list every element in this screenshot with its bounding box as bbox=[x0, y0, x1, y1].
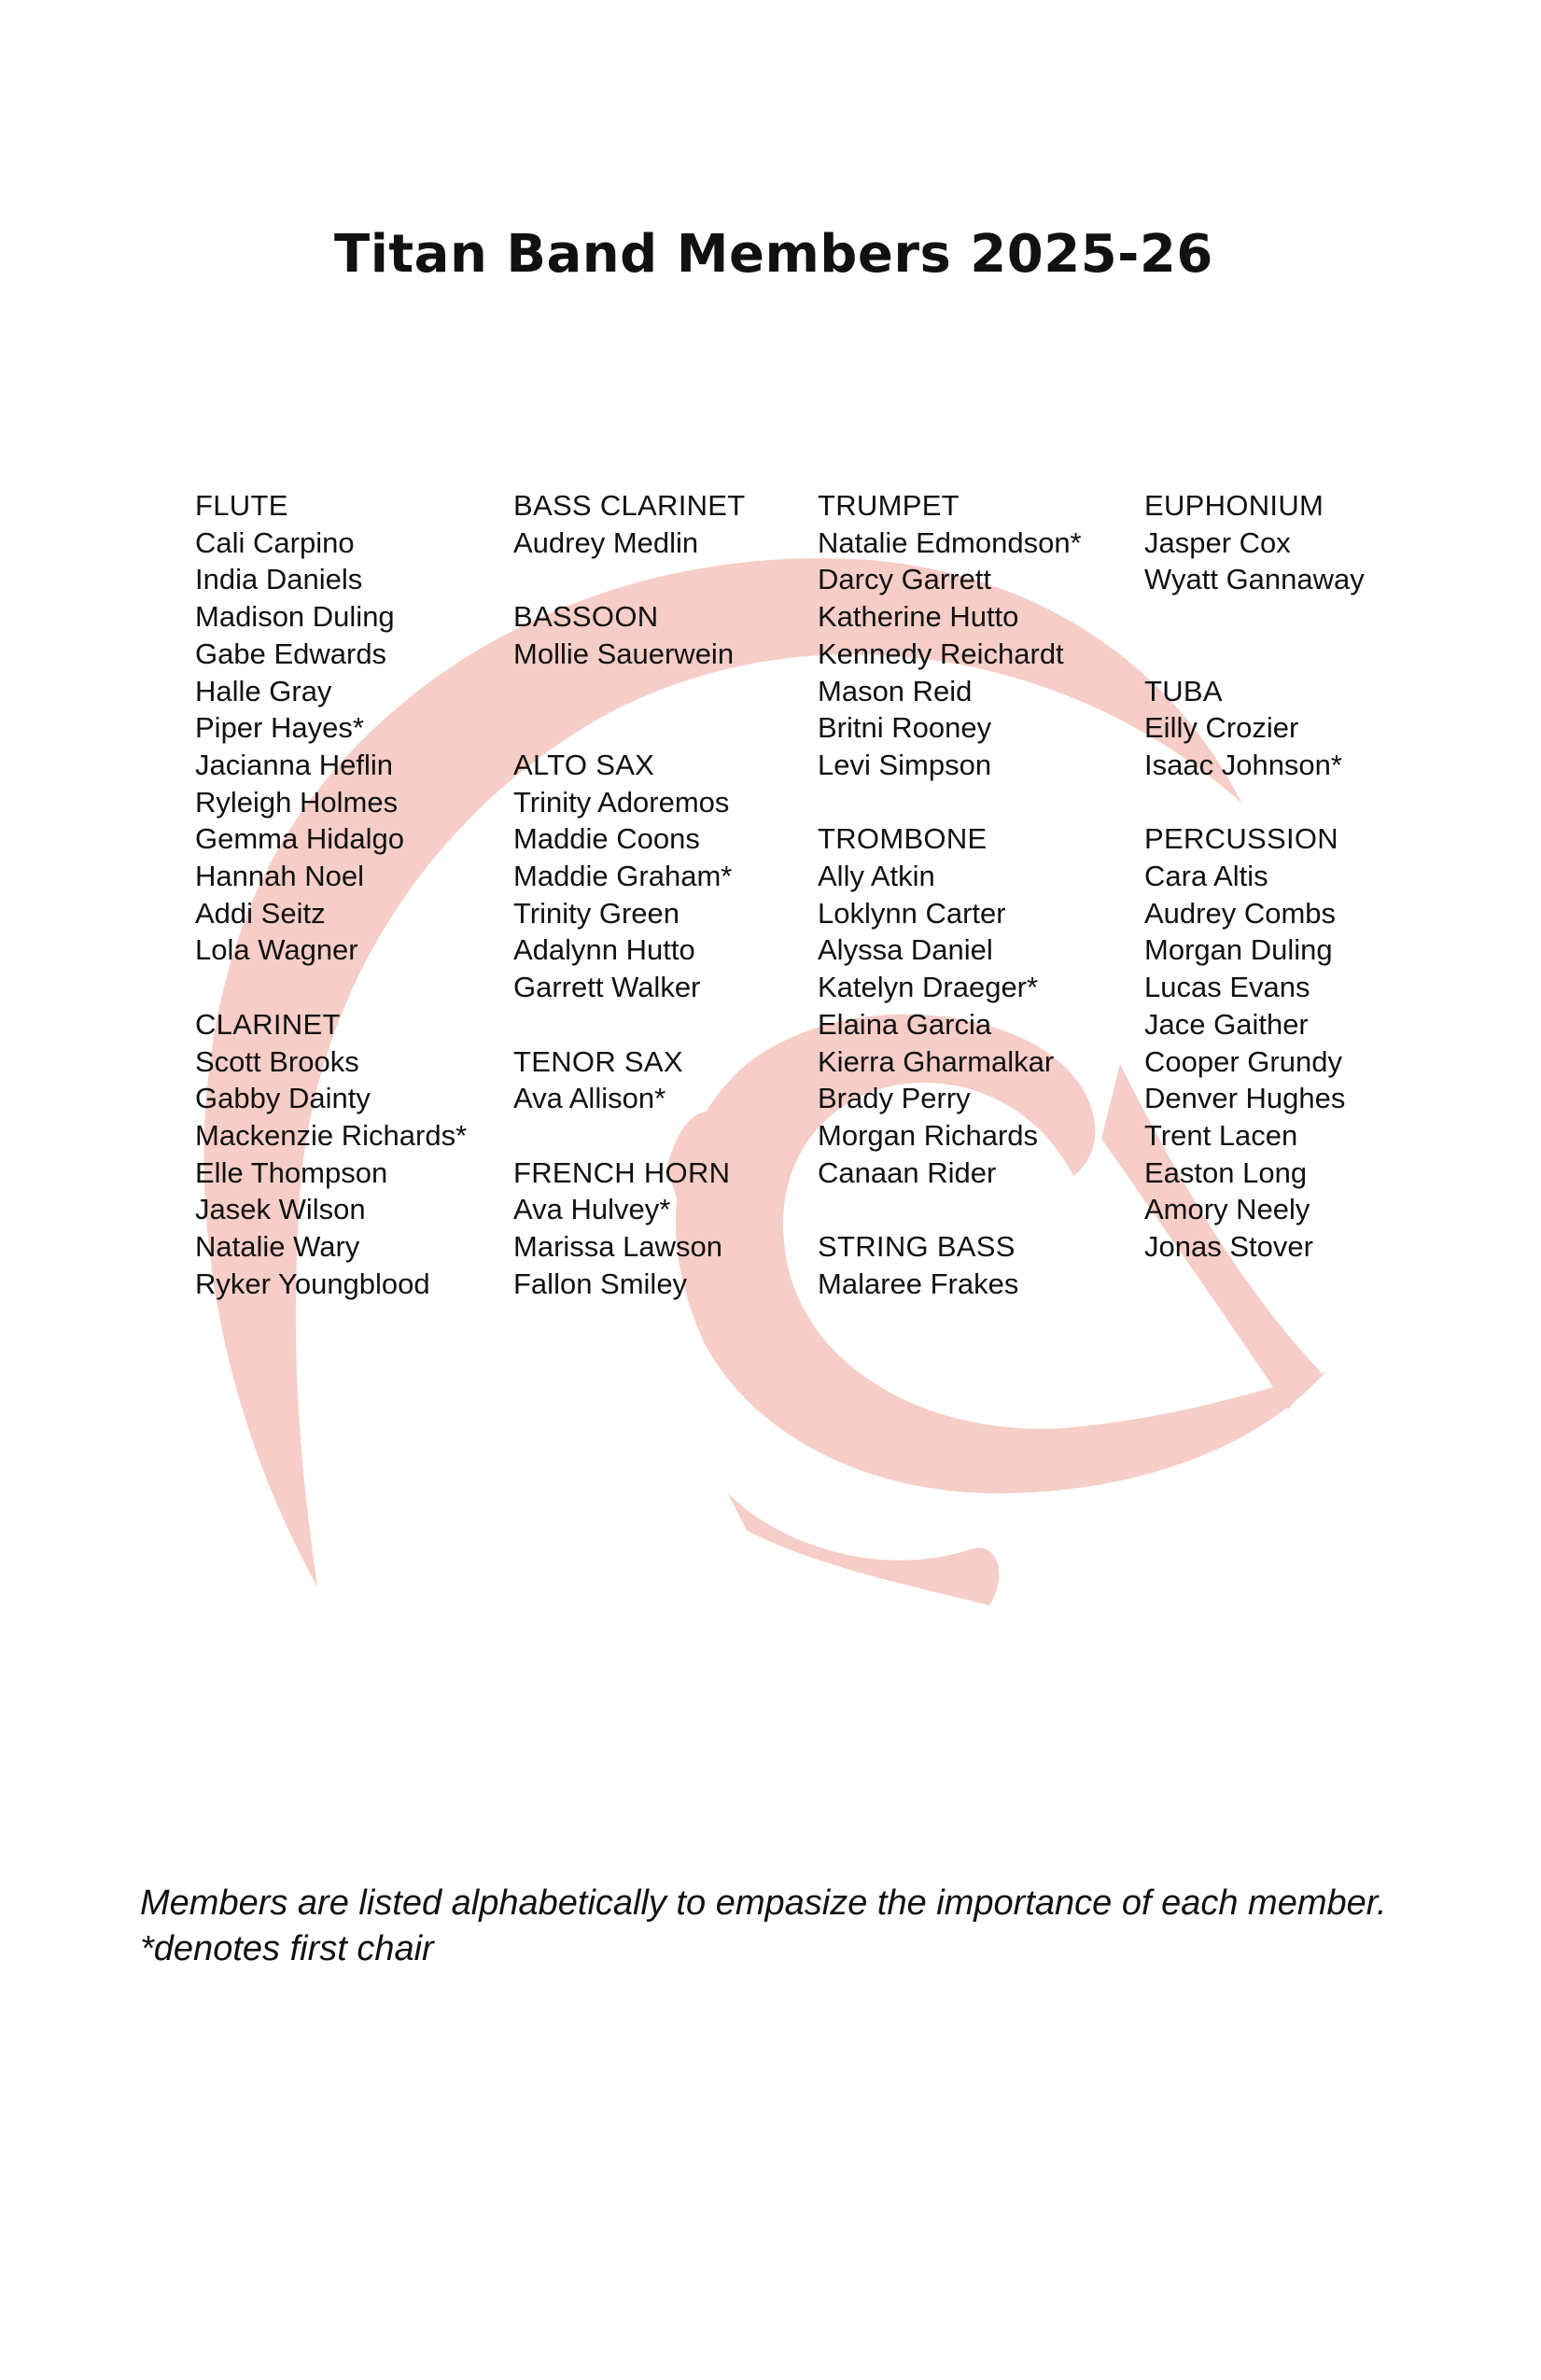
member-name: Jacianna Heflin bbox=[195, 748, 393, 781]
section-heading: TENOR SAX bbox=[513, 1044, 683, 1078]
section-bass-clarinet bbox=[513, 487, 746, 561]
member-name: Ryleigh Holmes bbox=[195, 785, 399, 819]
member-name: Kierra Gharmalkar bbox=[818, 1044, 1055, 1078]
member-name: Maddie Coons bbox=[513, 822, 700, 856]
member-name: Elaina Garcia bbox=[818, 1007, 992, 1041]
member-name: Natalie Wary bbox=[195, 1230, 360, 1264]
member-name: Katelyn Draeger* bbox=[818, 971, 1039, 1004]
roster-column-1 bbox=[195, 487, 467, 1302]
member-name: Mason Reid bbox=[818, 674, 973, 707]
member-name: Jonas Stover bbox=[1144, 1230, 1313, 1264]
member-name: Jace Gaither bbox=[1144, 1007, 1309, 1041]
member-name: Brady Perry bbox=[818, 1082, 971, 1115]
roster-column-4 bbox=[1144, 487, 1365, 1266]
member-name: Fallon Smiley bbox=[513, 1267, 688, 1300]
member-name: Halle Gray bbox=[195, 674, 332, 707]
section-heading: FRENCH HORN bbox=[513, 1155, 731, 1189]
section-heading: ALTO SAX bbox=[513, 748, 655, 781]
member-name: Lucas Evans bbox=[1144, 971, 1310, 1004]
roster-column-3 bbox=[818, 487, 1082, 1302]
member-name: Mackenzie Richards* bbox=[195, 1118, 468, 1152]
section-trombone bbox=[818, 820, 1082, 1191]
member-name: Cali Carpino bbox=[195, 525, 355, 559]
section-flute bbox=[195, 487, 467, 969]
member-name: Easton Long bbox=[1144, 1155, 1308, 1189]
member-name: Morgan Duling bbox=[1144, 933, 1333, 967]
member-name: Malaree Frakes bbox=[818, 1267, 1019, 1300]
section-heading: PERCUSSION bbox=[1144, 822, 1338, 856]
footnote-first-chair-note: *denotes first chair bbox=[140, 1929, 434, 1968]
member-name: Cooper Grundy bbox=[1144, 1044, 1342, 1078]
section-heading: BASS CLARINET bbox=[513, 489, 746, 522]
member-name: Elle Thompson bbox=[195, 1155, 388, 1189]
member-name: Addi Seitz bbox=[195, 896, 326, 930]
section-alto-sax bbox=[513, 747, 746, 1006]
section-heading: TUBA bbox=[1144, 674, 1223, 707]
member-name: Morgan Richards bbox=[818, 1118, 1039, 1152]
footnote-alphabetical-note: Members are listed alphabetically to empasize the importance of each member. bbox=[140, 1883, 1387, 1923]
section-trumpet bbox=[818, 487, 1082, 784]
member-name: Ava Allison* bbox=[513, 1082, 666, 1115]
member-name: Loklynn Carter bbox=[818, 896, 1006, 930]
member-name: Cara Altis bbox=[1144, 860, 1268, 892]
section-heading: BASSOON bbox=[513, 600, 659, 634]
member-name: Ava Hulvey* bbox=[513, 1193, 671, 1226]
member-name: Lola Wagner bbox=[195, 933, 358, 967]
member-name: Audrey Combs bbox=[1144, 896, 1337, 930]
footnote bbox=[140, 1881, 1387, 1972]
member-name: Wyatt Gannaway bbox=[1144, 563, 1365, 596]
member-name: Garrett Walker bbox=[513, 971, 701, 1004]
page-title: Titan Band Members 2025-26 bbox=[334, 224, 1213, 285]
section-heading: FLUTE bbox=[195, 489, 288, 522]
member-name: Trinity Adoremos bbox=[513, 785, 730, 819]
member-name: Ally Atkin bbox=[818, 860, 935, 893]
member-name: Isaac Johnson* bbox=[1144, 748, 1342, 781]
member-name: Maddie Graham* bbox=[513, 860, 733, 892]
member-name: India Daniels bbox=[195, 563, 363, 596]
member-name: Kennedy Reichardt bbox=[818, 637, 1064, 670]
member-name: Scott Brooks bbox=[195, 1044, 359, 1078]
member-name: Trinity Green bbox=[513, 896, 680, 930]
section-clarinet bbox=[195, 1006, 467, 1303]
section-euphonium bbox=[1144, 487, 1365, 598]
member-name: Canaan Rider bbox=[818, 1155, 997, 1189]
section-heading: TROMBONE bbox=[818, 822, 988, 856]
member-name: Darcy Garrett bbox=[818, 563, 992, 596]
member-name: Denver Hughes bbox=[1144, 1082, 1346, 1115]
section-heading: TRUMPET bbox=[818, 489, 960, 522]
member-name: Katherine Hutto bbox=[818, 600, 1019, 634]
member-name: Amory Neely bbox=[1144, 1193, 1310, 1226]
section-french-horn bbox=[513, 1155, 746, 1303]
member-name: Marissa Lawson bbox=[513, 1230, 722, 1263]
member-name: Madison Duling bbox=[195, 600, 395, 634]
member-name: Eilly Crozier bbox=[1144, 711, 1299, 745]
section-tenor-sax bbox=[513, 1043, 746, 1117]
section-heading: CLARINET bbox=[195, 1007, 341, 1041]
member-name: Natalie Edmondson* bbox=[818, 525, 1082, 559]
member-name: Piper Hayes* bbox=[195, 711, 364, 745]
member-name: Gabby Dainty bbox=[195, 1082, 371, 1115]
section-tuba bbox=[1144, 673, 1365, 784]
section-heading: STRING BASS bbox=[818, 1230, 1016, 1264]
member-name: Gemma Hidalgo bbox=[195, 822, 404, 856]
member-name: Audrey Medlin bbox=[513, 525, 699, 559]
member-name: Mollie Sauerwein bbox=[513, 637, 735, 670]
section-heading: EUPHONIUM bbox=[1144, 489, 1324, 522]
member-name: Gabe Edwards bbox=[195, 637, 387, 670]
section-bassoon bbox=[513, 598, 746, 672]
member-name: Trent Lacen bbox=[1144, 1118, 1298, 1152]
member-name: Jasek Wilson bbox=[195, 1193, 366, 1226]
member-name: Ryker Youngblood bbox=[195, 1267, 430, 1300]
member-name: Hannah Noel bbox=[195, 860, 364, 893]
roster-column-2 bbox=[513, 487, 746, 1302]
member-name: Adalynn Hutto bbox=[513, 933, 695, 967]
section-percussion bbox=[1144, 820, 1365, 1265]
member-name: Alyssa Daniel bbox=[818, 933, 993, 967]
member-name: Jasper Cox bbox=[1144, 525, 1291, 559]
member-name: Levi Simpson bbox=[818, 748, 992, 781]
section-string-bass bbox=[818, 1228, 1082, 1302]
member-name: Britni Rooney bbox=[818, 711, 992, 745]
